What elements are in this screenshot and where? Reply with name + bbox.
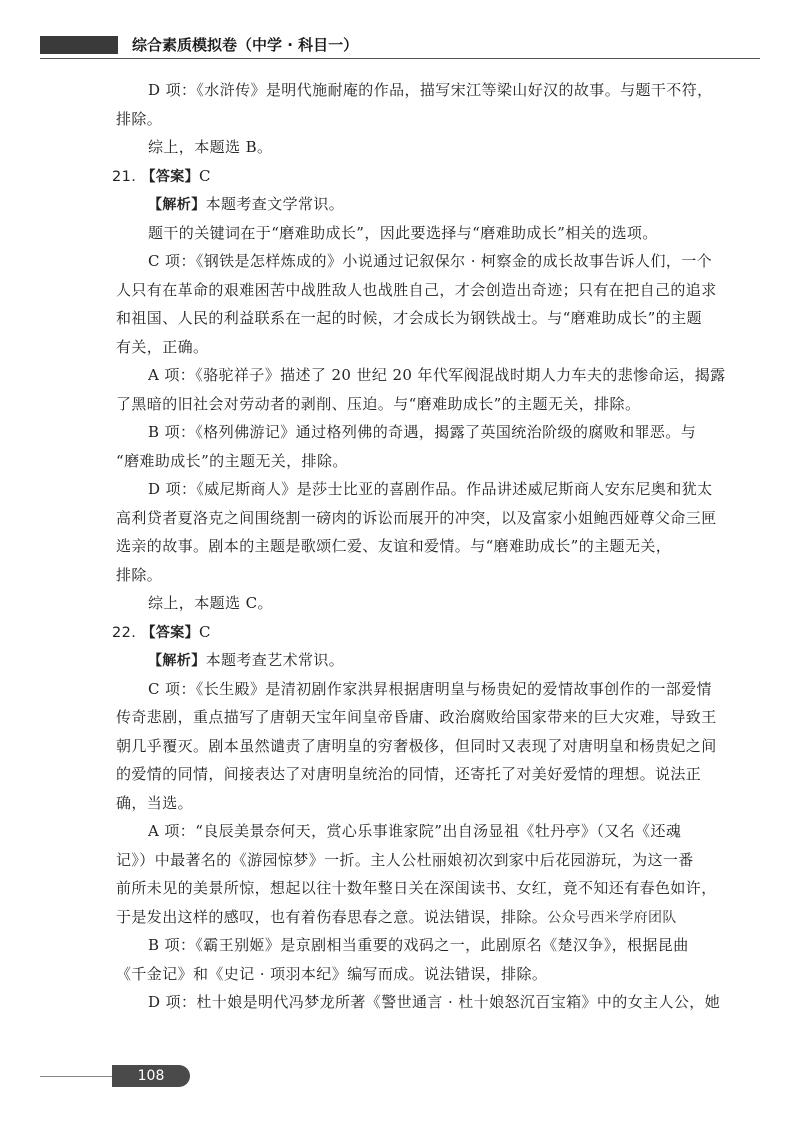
text-line: A 项：《骆驼祥子》描述了 20 世纪 20 年代军阀混战时期人力车夫的悲惨命运，揭露	[148, 366, 726, 384]
text-line: 了黑暗的旧社会对劳动者的剥削、压迫。与“磨难助成长”的主题无关，排除。	[116, 394, 641, 413]
analysis-tag: 【解析】	[148, 653, 206, 669]
question-21-analysis	[116, 190, 760, 219]
question-number: 21.	[112, 168, 137, 185]
text-line: 确，当选。	[116, 793, 194, 812]
text-line: B 项：《格列佛游记》通过格列佛的奇遇，揭露了英国统治阶级的腐败和罪恶。与	[148, 423, 697, 441]
text-line: 综上，本题选 C。	[148, 594, 273, 612]
answer-tag: 【答案】	[141, 624, 200, 641]
page-header	[40, 34, 760, 58]
header-rule	[40, 58, 760, 59]
question-21-answer	[112, 162, 760, 191]
answer-tag: 【答案】	[141, 168, 200, 185]
watermark-text: 公众号西米学府团队	[547, 909, 677, 926]
answer-value: C	[199, 622, 211, 641]
footer-rule	[40, 1076, 120, 1077]
header-bar	[40, 36, 118, 54]
text-line: 记》）中最著名的《游园惊梦》一折。主人公杜丽娘初次到家中后花园游玩，为这一番	[116, 850, 694, 869]
text-line: 综上，本题选 B。	[148, 138, 273, 156]
text-line: 高利贷者夏洛克之间围绕割一磅肉的诉讼而展开的冲突，以及富家小姐鲍西娅尊父命三匣	[116, 508, 717, 527]
text-line: 朝几乎覆灭。剧本虽然谴责了唐明皇的穷奢极侈，但同时又表现了对唐明皇和杨贵妃之间	[116, 736, 717, 755]
question-22-analysis	[116, 646, 760, 675]
page-number: 108	[112, 1065, 190, 1087]
analysis-text: 本题考查文学常识。	[205, 195, 345, 213]
text-line: D 项：杜十娘是明代冯梦龙所著《警世通言 · 杜十娘怒沉百宝箱》中的女主人公，她	[148, 993, 721, 1011]
text-line: 人只有在革命的艰难困苦中战胜敌人也战胜自己，才会创造出奇迹；只有在把自己的追求	[116, 280, 717, 299]
text-line: 选亲的故事。剧本的主题是歌颂仁爱、友谊和爱情。与“磨难助成长”的主题无关，	[116, 537, 672, 555]
text-line: 有关，正确。	[116, 337, 209, 356]
text-line: B 项：《霸王别姬》是京剧相当重要的戏码之一，此剧原名《楚汉争》，根据昆曲	[148, 936, 689, 954]
page-body	[112, 76, 760, 1017]
text-line-with-watermark	[116, 903, 760, 932]
header-title: 综合素质模拟卷（中学 · 科目一）	[132, 36, 359, 54]
text-line: A 项：“良辰美景奈何天，赏心乐事谁家院”出自汤显祖《牡丹亭》（又名《还魂	[148, 822, 682, 840]
text-line: 排除。	[116, 109, 163, 128]
text-segment: 于是发出这样的感叹，也有着伤春思春之意。说法错误，排除。	[116, 907, 548, 926]
text-line: “磨难助成长”的主题无关，排除。	[116, 451, 348, 470]
text-line: 传奇悲剧，重点描写了唐朝天宝年间皇帝昏庸、政治腐败给国家带来的巨大灾难，导致王	[116, 708, 717, 726]
analysis-text: 本题考查艺术常识。	[205, 651, 345, 669]
page-footer	[40, 1062, 240, 1092]
text-line: D 项：《威尼斯商人》是莎士比亚的喜剧作品。作品讲述威尼斯商人安东尼奥和犹太	[148, 480, 713, 498]
question-number: 22.	[112, 624, 137, 641]
analysis-tag: 【解析】	[148, 197, 206, 213]
text-line: C 项：《长生殿》是清初剧作家洪昇根据唐明皇与杨贵妃的爱情故事创作的一部爱情	[148, 679, 712, 698]
text-line: 前所未见的美景所惊，想起以往十数年整日关在深闺读书、女红，竟不知还有春色如许，	[116, 879, 717, 897]
text-line: 的爱情的同情，间接表达了对唐明皇统治的同情，还寄托了对美好爱情的理想。说法正	[116, 765, 702, 783]
answer-value: C	[199, 166, 211, 185]
text-line: D 项：《水浒传》是明代施耐庵的作品，描写宋江等梁山好汉的故事。与题干不符，	[148, 81, 713, 99]
text-line: 排除。	[116, 565, 163, 584]
question-22-answer	[112, 618, 760, 647]
text-line: 《千金记》和《史记 · 项羽本纪》编写而成。说法错误，排除。	[116, 964, 548, 983]
text-line: 题干的关键词在于“磨难助成长”，因此要选择与“磨难助成长”相关的选项。	[148, 223, 658, 242]
text-line: 和祖国、人民的利益联系在一起的时候，才会成长为钢铁战士。与“磨难助成长”的主题	[116, 309, 702, 327]
text-line: C 项：《钢铁是怎样炼成的》小说通过记叙保尔 · 柯察金的成长故事告诉人们，一个	[148, 252, 713, 270]
